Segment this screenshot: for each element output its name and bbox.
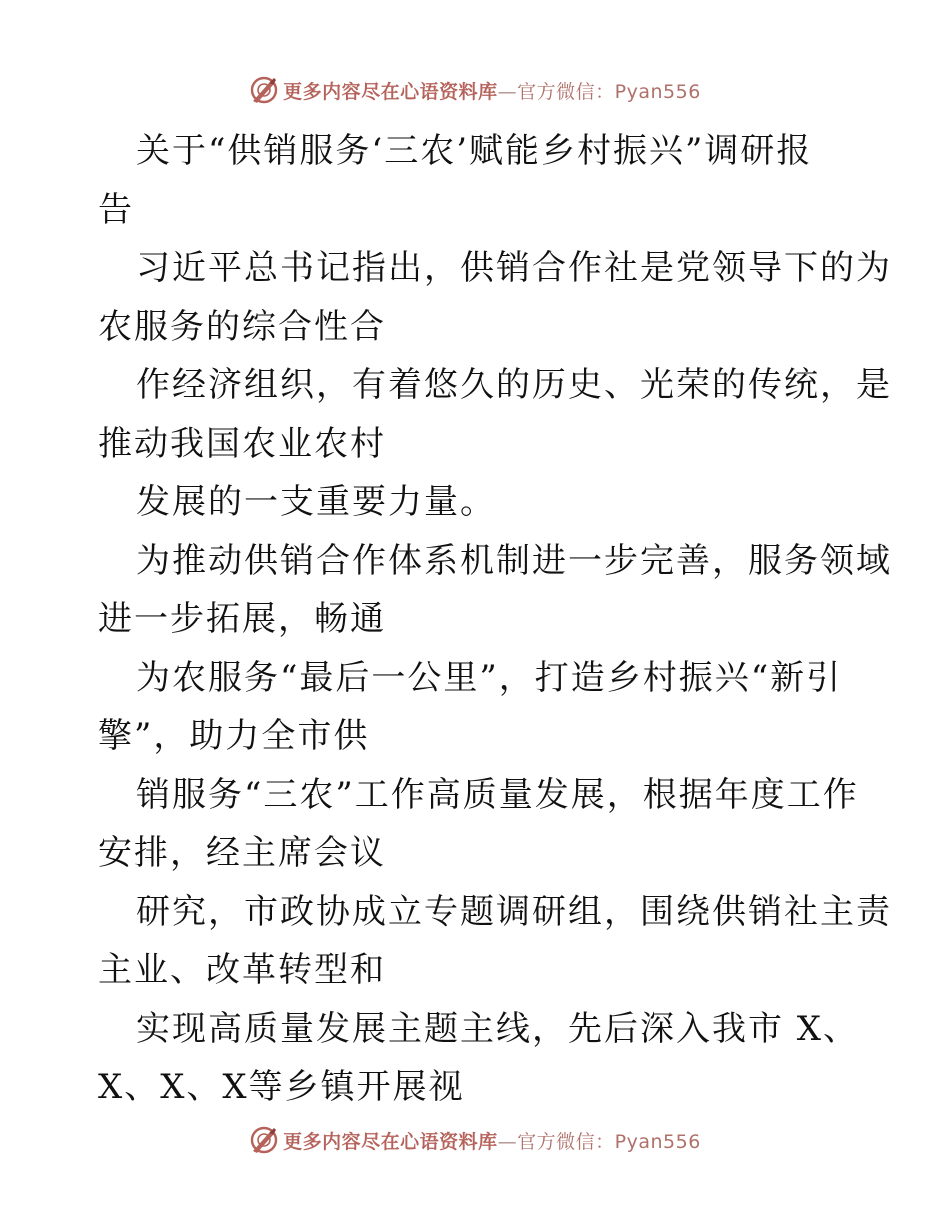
document-body: [98, 122, 892, 1117]
watermark-text: [283, 1127, 701, 1154]
pen-logo-icon: [249, 75, 279, 105]
watermark-contact: 官方微信：Pyan556: [517, 80, 701, 103]
text-line: 发展的一支重要力量。: [136, 482, 496, 522]
text-line: 安排，经主席会议: [98, 833, 386, 873]
watermark-separator: —: [497, 80, 518, 103]
text-line: 关于“供销服务‘三农’赋能乡村振兴”调研报: [136, 131, 813, 171]
text-line: 为推动供销合作体系机制进一步完善，服务领域: [136, 540, 892, 581]
watermark-brand: 更多内容尽在心语资料库: [283, 80, 498, 103]
watermark-contact: 官方微信：Pyan556: [517, 1130, 701, 1153]
watermark-banner-top: [0, 70, 950, 110]
text-line: 习近平总书记指出，供销合作社是党领导下的为: [136, 248, 892, 288]
text-line: 为农服务“最后一公里”，打造乡村振兴“新引: [136, 657, 843, 698]
text-line: 作经济组织，有着悠久的历史、光荣的传统，是: [136, 365, 892, 405]
text-line: 推动我国农业农村: [98, 423, 386, 464]
text-line: 主业、改革转型和: [98, 950, 386, 990]
watermark-separator: —: [497, 1130, 518, 1153]
watermark-brand: 更多内容尽在心语资料库: [283, 1130, 498, 1153]
text-line: 研究，市政协成立专题调研组，围绕供销社主责: [136, 891, 892, 932]
watermark-text: [283, 77, 701, 104]
text-line: 擎”，助力全市供: [98, 716, 370, 756]
text-line: 农服务的综合性合: [98, 306, 386, 347]
pen-logo-icon: [249, 1125, 279, 1155]
text-line: X、X、X等乡镇开展视: [98, 1067, 465, 1107]
text-line: 告: [98, 189, 134, 230]
text-line: 销服务“三农”工作高质量发展，根据年度工作: [136, 774, 859, 815]
text-line: 进一步拓展，畅通: [98, 599, 386, 639]
watermark-banner-bottom: [0, 1120, 950, 1160]
text-line: 实现高质量发展主题主线，先后深入我市 X、: [136, 1008, 860, 1049]
